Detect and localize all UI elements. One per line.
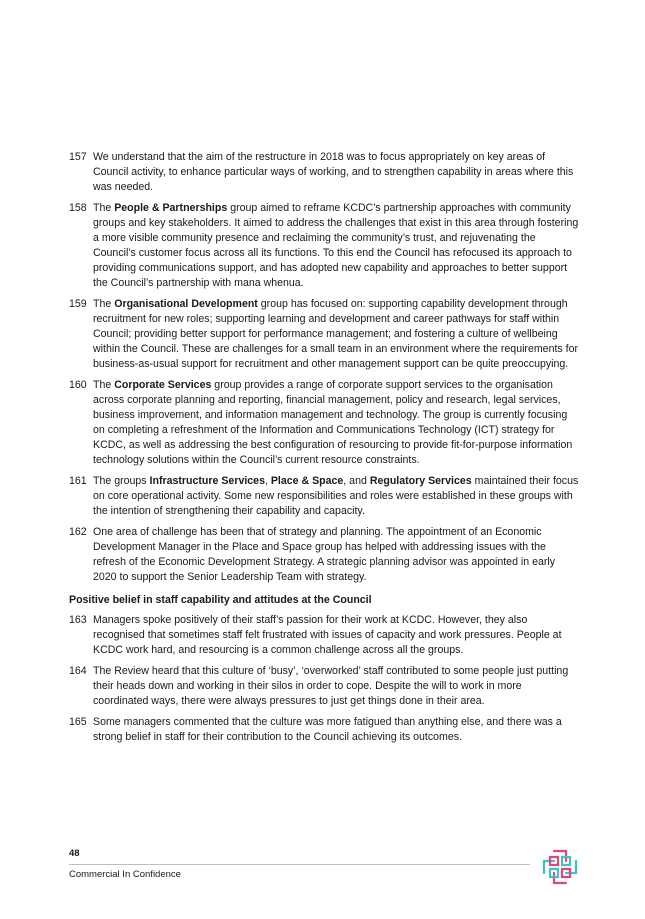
- paragraph-number: 159: [69, 298, 87, 310]
- text-segment: The Review heard that this culture of ‘busy’, ‘overworked’ staff contributed to some people just putting their heads down and working in their silos in order to cope. Despite the will to work in more coordinated ways, there were always pressures to just get things done in their area.: [93, 665, 569, 707]
- paragraph-list: [69, 613, 579, 745]
- numbered-paragraph: [69, 613, 579, 658]
- numbered-paragraph: [69, 150, 579, 195]
- paragraph-number: 160: [69, 379, 87, 391]
- text-segment: The: [93, 202, 115, 214]
- numbered-paragraph: [69, 378, 579, 468]
- text-segment: , and: [343, 475, 370, 487]
- paragraph-number: 158: [69, 202, 87, 214]
- numbered-paragraph: [69, 664, 579, 709]
- numbered-paragraph: [69, 297, 579, 372]
- numbered-paragraph: [69, 525, 579, 585]
- paragraph-text: [93, 613, 579, 658]
- paragraph-number: 164: [69, 665, 87, 677]
- page-number: 48: [69, 848, 80, 859]
- text-segment: Some managers commented that the culture was more fatigued than anything else, and there was a strong belief in staff for their contribution to the Council achieving its outcomes.: [93, 716, 562, 743]
- group-name: People & Partnerships: [114, 202, 228, 214]
- paragraph-number: 162: [69, 526, 87, 538]
- group-name: Regulatory Services: [369, 475, 472, 487]
- numbered-paragraph: [69, 201, 579, 291]
- document-body: [69, 150, 579, 751]
- text-segment: group has focused on: supporting capability development through recruitment for new roles; supporting learning and development and career pathways for staff within Council; providing better support for performance management; and fostering a culture of wellbeing within the Council. These are challenges for a small team in an environment where the requirements for business-as-usual support for recruitment and other management support can be quite preoccupying.: [93, 298, 579, 370]
- text-segment: group provides a range of corporate support services to the organisation across corporate planning and reporting, financial management, policy and research, legal services, business improvement, and information management and technology. The group is currently focusing on completing a refreshment of the Information and Communications Technology (ICT) strategy for KCDC, as well as addressing the best configuration of resourcing to provide fit-for-purpose information technology solutions within the Council’s current resource constraints.: [93, 379, 573, 466]
- paragraph-number: 165: [69, 716, 87, 728]
- confidentiality-label: Commercial In Confidence: [69, 869, 181, 880]
- paragraph-text: [93, 715, 579, 745]
- paragraph-list: [69, 150, 579, 585]
- paragraph-text: [93, 525, 579, 585]
- paragraph-text: [93, 150, 579, 195]
- text-segment: ,: [264, 475, 271, 487]
- paragraph-number: 157: [69, 151, 87, 163]
- text-segment: The: [93, 298, 115, 310]
- paragraph-text: [93, 297, 579, 372]
- section-heading: Positive belief in staff capability and attitudes at the Council: [69, 594, 372, 606]
- group-name: Organisational Development: [114, 298, 258, 310]
- text-segment: group aimed to reframe KCDC’s partnership approaches with community groups and key stakeholders. It aimed to address the challenges that exist in this area through fostering a more visible community presence and reclaiming the community’s trust, and rejuvenating the Council’s customer focus across all its functions. To this end the Council has refocused its approach to providing communications support, and has adopted new capability and approaches to better support the Council’s partnership with mana whenua.: [93, 202, 579, 289]
- paragraph-text: [93, 378, 579, 468]
- group-name: Place & Space: [270, 475, 344, 487]
- text-segment: We understand that the aim of the restructure in 2018 was to focus appropriately on key areas of Council activity, to enhance particular ways of working, and to strengthen capability in areas where this was needed.: [93, 151, 574, 193]
- cross-knot-logo-icon: [540, 847, 580, 887]
- text-segment: maintained their focus on core operational activity. Some new responsibilities and roles were established in these groups with the intention of strengthening their capability and capacity.: [93, 475, 579, 517]
- paragraph-number: 163: [69, 614, 87, 626]
- group-name: Corporate Services: [114, 379, 212, 391]
- numbered-paragraph: [69, 715, 579, 745]
- text-segment: The: [93, 379, 115, 391]
- paragraph-text: [93, 474, 579, 519]
- text-segment: One area of challenge has been that of strategy and planning. The appointment of an Economic Development Manager in the Place and Space group has helped with addressing issues with the refresh of the Economic Development Strategy. A strategic planning advisor was appointed in early 2020 to support the Senior Leadership Team with strategy.: [93, 526, 556, 583]
- paragraph-text: [93, 201, 579, 291]
- text-segment: Managers spoke positively of their staff’s passion for their work at KCDC. However, they also recognised that sometimes staff felt frustrated with issues of capacity and work pressures. People at KCDC work hard, and resourcing is a common challenge across all the groups.: [93, 614, 562, 656]
- footer-divider: [69, 864, 530, 865]
- text-segment: The groups: [93, 475, 150, 487]
- paragraph-text: [93, 664, 579, 709]
- paragraph-number: 161: [69, 475, 87, 487]
- numbered-paragraph: [69, 474, 579, 519]
- group-name: Infrastructure Services: [149, 475, 265, 487]
